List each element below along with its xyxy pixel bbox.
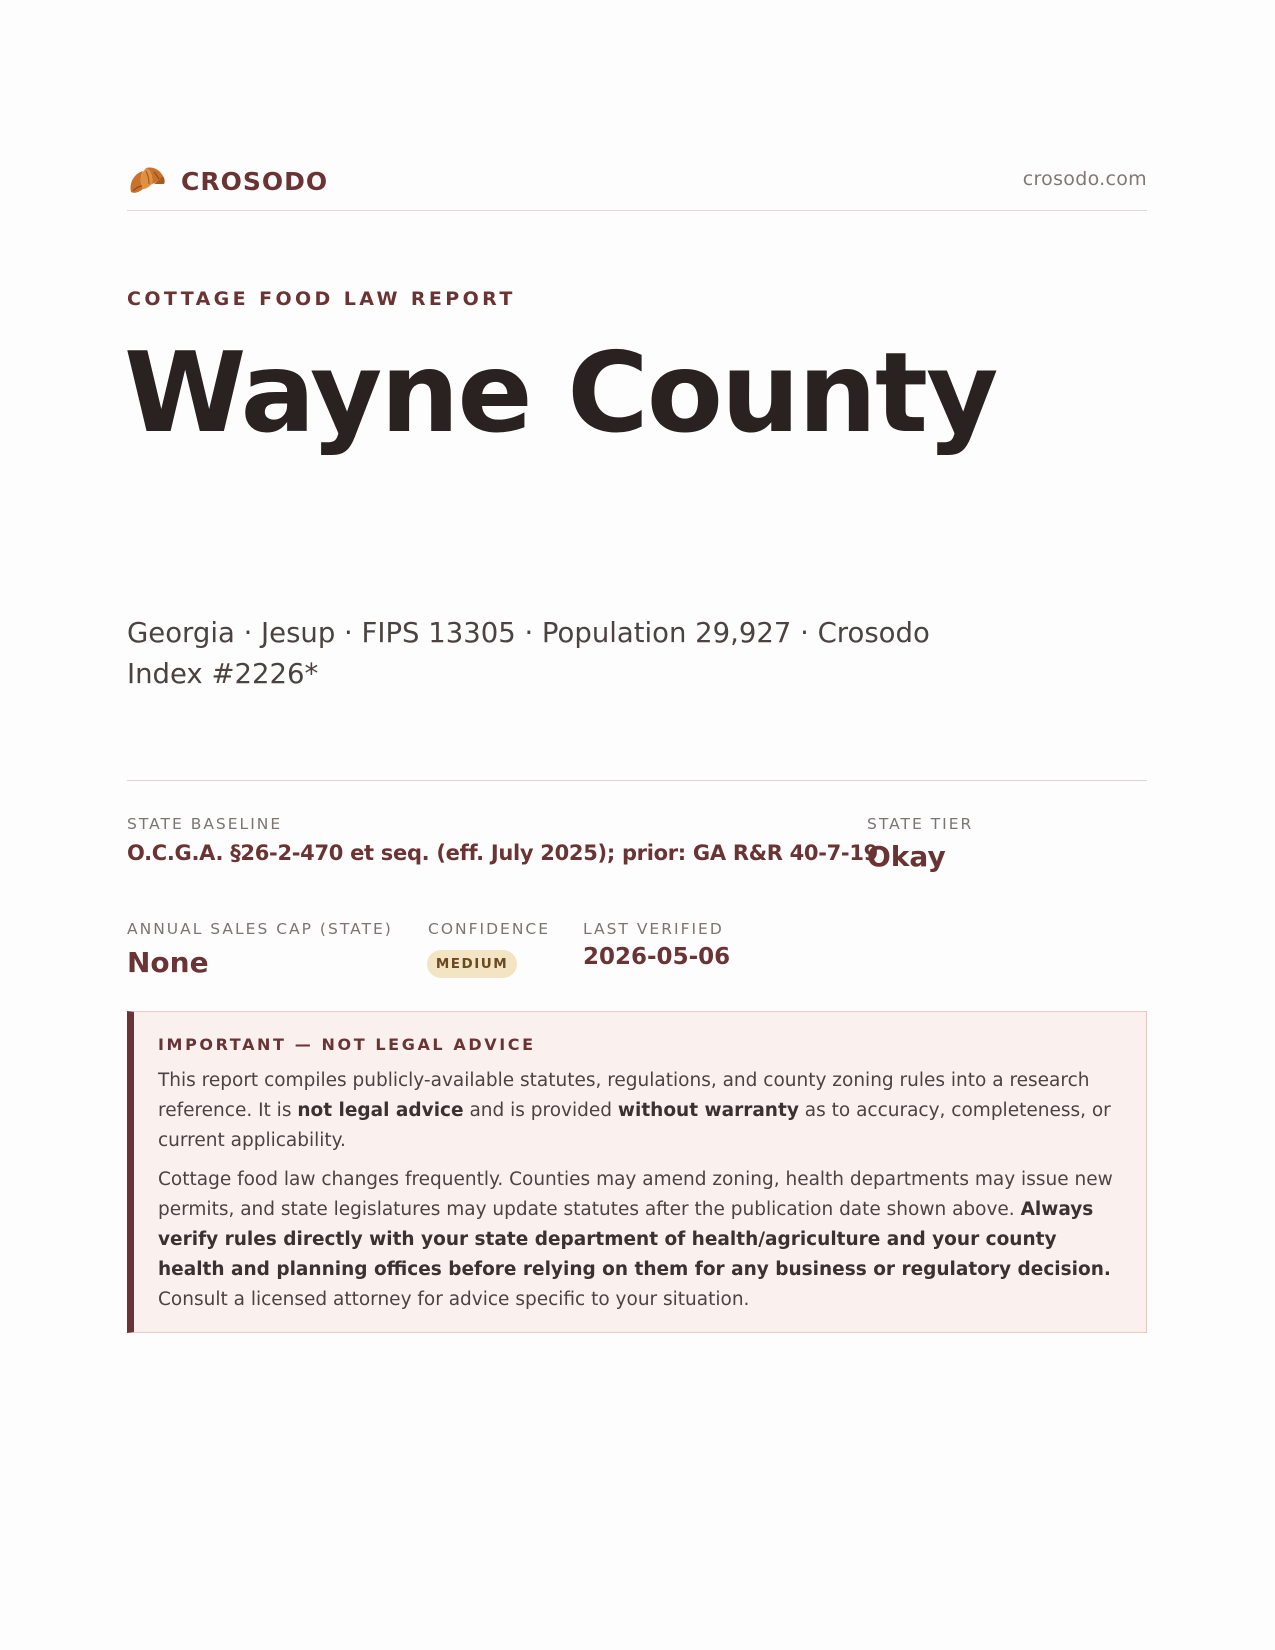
notice-text: Cottage food law changes frequently. Counties may amend zoning, health departments may issue new permits, and state legislatures may update statutes after the publication date shown above. — [158, 1169, 1113, 1220]
notice-emphasis: Always verify rules directly with your state department of health/agriculture and your county health and planning offices before relying on them for any business or regulatory decision. — [158, 1199, 1111, 1280]
notice-title: IMPORTANT — NOT LEGAL ADVICE — [158, 1035, 536, 1054]
last-verified-value: 2026-05-06 — [583, 944, 731, 970]
report-kicker: COTTAGE FOOD LAW REPORT — [127, 288, 516, 310]
site-url[interactable]: crosodo.com — [1022, 168, 1147, 190]
notice-emphasis: without warranty — [617, 1100, 799, 1121]
section-divider — [127, 780, 1147, 781]
county-meta-line: Georgia · Jesup · FIPS 13305 · Population 29,927 · Crosodo Index #2226* — [127, 617, 930, 690]
notice-text: and is provided — [463, 1100, 618, 1121]
last-verified-label: LAST VERIFIED — [583, 920, 724, 938]
brand-name: CROSODO — [181, 166, 329, 196]
notice-emphasis: not legal advice — [297, 1100, 464, 1121]
page-title: Wayne County — [124, 329, 997, 458]
state-baseline-label: STATE BASELINE — [127, 815, 283, 833]
notice-paragraph-1 — [158, 1066, 1122, 1156]
state-tier-value: Okay — [867, 840, 946, 873]
sales-cap-value: None — [127, 946, 209, 979]
confidence-label: CONFIDENCE — [428, 920, 551, 938]
state-tier-label: STATE TIER — [867, 815, 974, 833]
sales-cap-label: ANNUAL SALES CAP (STATE) — [127, 920, 393, 938]
confidence-badge: MEDIUM — [427, 950, 517, 978]
notice-paragraph-2 — [158, 1165, 1122, 1315]
notice-text: as to accuracy, completeness, or current applicability. — [158, 1100, 1111, 1151]
brand[interactable] — [127, 162, 328, 200]
notice-text: This report compiles publicly-available statutes, regulations, and county zoning rules into a research reference. It is — [158, 1070, 1090, 1121]
notice-text: Consult a licensed attorney for advice specific to your situation. — [158, 1289, 750, 1310]
legal-notice — [127, 1011, 1147, 1333]
croissant-icon — [127, 162, 167, 200]
page-header — [127, 158, 1147, 211]
state-baseline-value: O.C.G.A. §26-2-470 et seq. (eff. July 2025); prior: GA R&R 40-7-19 — [127, 841, 878, 865]
